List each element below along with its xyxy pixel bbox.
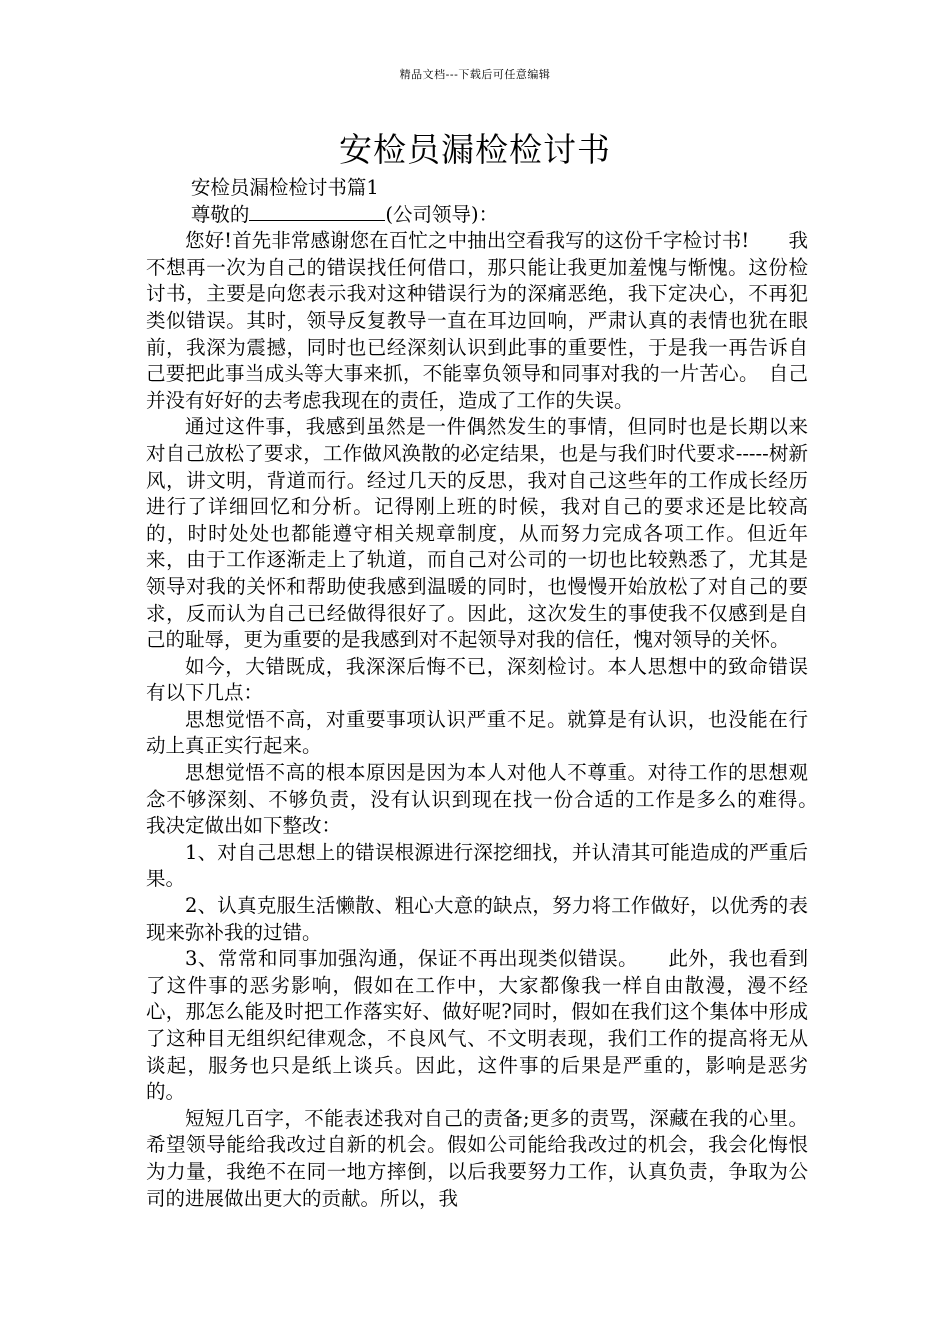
paragraph: 短短几百字，不能表述我对自己的责备;更多的责骂，深藏在我的心里。希望领导能给我改过自新的机会。假如公司能给我改过的机会，我会化悔恨为力量，我绝不在同一地方摔倒，以后我要努力工作，认真负责，争取为公司的进展做出更大的贡献。所以，我 <box>146 1106 808 1210</box>
document-body <box>146 175 848 1212</box>
paragraph: 如今，大错既成，我深深后悔不已，深刻检讨。本人思想中的致命错误有以下几点： <box>146 654 808 705</box>
document-title: 安检员漏检检讨书 <box>339 130 611 169</box>
salutation-suffix: (公司领导)： <box>385 202 499 226</box>
paragraph: 思想觉悟不高的根本原因是因为本人对他人不尊重。对待工作的思想观念不够深刻、不够负责，没有认识到现在找一份合适的工作是多么的难得。 我决定做出如下整改： <box>146 761 848 838</box>
section-subtitle: 安检员漏检检讨书篇1 <box>190 176 379 199</box>
salutation <box>146 202 808 229</box>
salutation-blank <box>249 202 385 221</box>
paragraph: 思想觉悟不高，对重要事项认识严重不足。就算是有认识，也没能在行动上真正实行起来。 <box>146 707 808 758</box>
paragraph: 3、常常和同事加强沟通，保证不再出现类似错误。 此外，我也看到了这件事的恶劣影响，假如在工作中，大家都像我一样自由散漫，漫不经心，那怎么能及时把工作落实好、做好呢?同时，假如在我们这个集体中形成了这种目无组织纪律观念，不良风气、不文明表现，我们工作的提高将无从谈起，服务也只是纸上谈兵。因此，这件事的后果是严重的，影响是恶劣的。 <box>146 947 808 1104</box>
paragraph: 2、认真克服生活懒散、粗心大意的缺点，努力将工作做好，以优秀的表现来弥补我的过错。 <box>146 894 808 944</box>
header-note: 精品文档---下载后可任意编辑 <box>399 68 551 81</box>
salutation-prefix: 尊敬的 <box>190 202 250 226</box>
paragraph: 通过这件事，我感到虽然是一件偶然发生的事情，但同时也是长期以来对自己放松了要求，工作做风涣散的必定结果，也是与我们时代要求-----树新风，讲文明，背道而行。经过几天的反思，我对自己这些年的工作成长经历进行了详细回忆和分析。记得刚上班的时候，我对自己的要求还是比较高的，时时处处也都能遵守相关规章制度，从而努力完成各项工作。但近年来，由于工作逐渐走上了轨道，而自己对公司的一切也比较熟悉了，尤其是领导对我的关怀和帮助使我感到温暖的同时，也慢慢开始放松了对自己的要求，反而认为自己已经做得很好了。因此，这次发生的事使我不仅感到是自己的耻辱，更为重要的是我感到对不起领导对我的信任，愧对领导的关怀。 <box>146 415 808 652</box>
paragraph: 您好!首先非常感谢您在百忙之中抽出空看我写的这份千字检讨书! 我不想再一次为自己的错误找任何借口，那只能让我更加羞愧与惭愧。这份检讨书，主要是向您表示我对这种错误行为的深痛恶绝，我下定决心，不再犯类似错误。其时，领导反复教导一直在耳边回响，严肃认真的表情也犹在眼前，我深为震撼，同时也已经深刻认识到此事的重要性，于是我一再告诉自己要把此事当成头等大事来抓，不能辜负领导和同事对我的一片苦心。 自己并没有好好的去考虑我现在的责任，造成了工作的失误。 <box>146 229 808 412</box>
paragraph: 1、对自己思想上的错误根源进行深挖细找，并认清其可能造成的严重后果。 <box>146 840 808 891</box>
